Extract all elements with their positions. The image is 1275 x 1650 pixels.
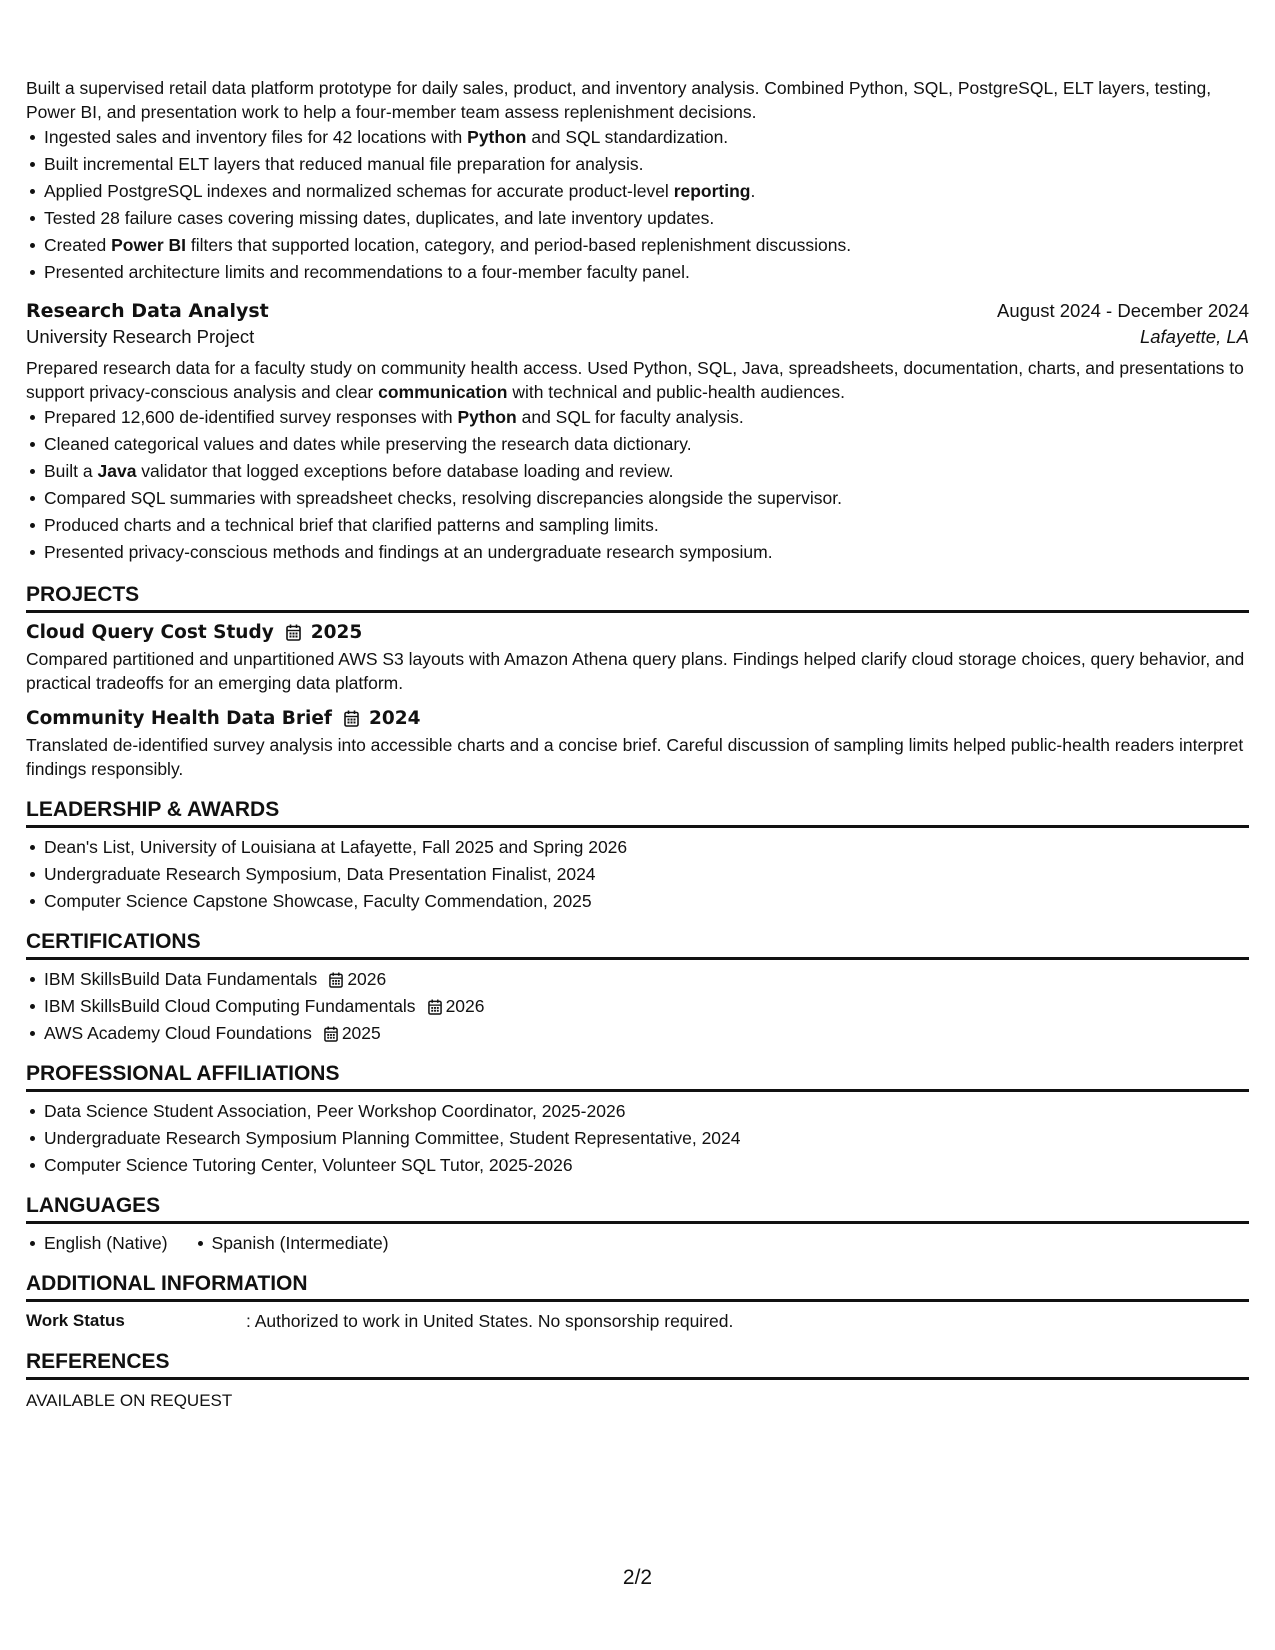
project-title: Community Health Data Brief — [26, 708, 332, 729]
list-item: Applied PostgreSQL indexes and normalized schemas for accurate product-level reporting. — [44, 178, 1249, 205]
project-title: Cloud Query Cost Study — [26, 622, 274, 643]
affiliations-section — [26, 1061, 1249, 1179]
list-item: Presented privacy-conscious methods and findings at an undergraduate research symposium. — [44, 539, 1249, 566]
list-item: Spanish (Intermediate) — [212, 1230, 389, 1257]
calendar-icon — [428, 999, 442, 1015]
references-section — [26, 1349, 1249, 1413]
list-item: Cleaned categorical values and dates while preserving the research data dictionary. — [44, 431, 1249, 458]
job-subheader — [26, 326, 1249, 348]
leadership-list — [26, 834, 1249, 915]
job-title: Research Data Analyst — [26, 300, 269, 322]
list-item: Created Power BI filters that supported location, category, and period-based replenishment discussions. — [44, 232, 1249, 259]
section-title-languages: LANGUAGES — [26, 1193, 1249, 1224]
section-title-affiliations: PROFESSIONAL AFFILIATIONS — [26, 1061, 1249, 1092]
list-item: Produced charts and a technical brief that clarified patterns and sampling limits. — [44, 512, 1249, 539]
list-item: Prepared 12,600 de-identified survey responses with Python and SQL for faculty analysis. — [44, 404, 1249, 431]
section-title-leadership: LEADERSHIP & AWARDS — [26, 797, 1249, 828]
page-number: 2/2 — [622, 1566, 653, 1589]
work-status-row — [26, 1309, 1249, 1333]
list-item: Dean's List, University of Louisiana at Lafayette, Fall 2025 and Spring 2026 — [44, 834, 1249, 861]
calendar-icon — [286, 624, 301, 641]
project-title-row — [26, 708, 1249, 729]
list-item: Tested 28 failure cases covering missing dates, duplicates, and late inventory updates. — [44, 205, 1249, 232]
list-item: Built a Java validator that logged exceptions before database loading and review. — [44, 458, 1249, 485]
calendar-icon — [329, 972, 343, 988]
work-status-value: : Authorized to work in United States. No sponsorship required. — [246, 1311, 734, 1331]
job-organization: University Research Project — [26, 326, 255, 347]
project-description: Compared partitioned and unpartitioned AWS S3 layouts with Amazon Athena query plans. Findings helped clarify cloud storage choices, query behavior, and practical tradeoffs for an emerging data platform. — [26, 649, 1245, 693]
calendar-icon — [324, 1026, 338, 1042]
affiliations-list — [26, 1098, 1249, 1179]
section-title-certifications: CERTIFICATIONS — [26, 929, 1249, 960]
list-item: Built incremental ELT layers that reduced manual file preparation for analysis. — [44, 151, 1249, 178]
cert-year: 2025 — [341, 1023, 381, 1043]
list-item: Computer Science Tutoring Center, Volunteer SQL Tutor, 2025-2026 — [44, 1152, 1249, 1179]
list-item: Ingested sales and inventory files for 42 locations with Python and SQL standardization. — [44, 124, 1249, 151]
job-header — [26, 300, 1249, 322]
certifications-list — [26, 966, 1249, 1047]
references-text: AVAILABLE ON REQUEST — [26, 1391, 233, 1410]
list-item: AWS Academy Cloud Foundations 2025 — [44, 1020, 1249, 1047]
work-status-label: Work Status — [26, 1311, 125, 1330]
section-title-projects: PROJECTS — [26, 582, 1249, 613]
project-year: 2024 — [368, 708, 421, 729]
resume-page-2 — [26, 76, 1249, 1413]
calendar-icon — [344, 710, 359, 727]
job-summary: Prepared research data for a faculty study on community health access. Used Python, SQL, Java, spreadsheets, documentation, charts, and presentations to support privacy-conscious analysis and clear communication with technical and public-health audiences. — [26, 358, 1244, 402]
list-item: Data Science Student Association, Peer Workshop Coordinator, 2025-2026 — [44, 1098, 1249, 1125]
list-item: IBM SkillsBuild Cloud Computing Fundamentals 2026 — [44, 993, 1249, 1020]
experience-summary: Built a supervised retail data platform prototype for daily sales, product, and inventory analysis. Combined Python, SQL, PostgreSQL, ELT layers, testing, Power BI, and presentation work to help a four-member team assess replenishment decisions. — [26, 78, 1212, 122]
project-year: 2025 — [310, 622, 363, 643]
research-job — [26, 300, 1249, 566]
list-item: Computer Science Capstone Showcase, Faculty Commendation, 2025 — [44, 888, 1249, 915]
list-item: Presented architecture limits and recommendations to a four-member faculty panel. — [44, 259, 1249, 286]
job-dates: August 2024 - December 2024 — [997, 300, 1249, 321]
list-item: IBM SkillsBuild Data Fundamentals 2026 — [44, 966, 1249, 993]
certifications-section — [26, 929, 1249, 1047]
project-description: Translated de-identified survey analysis into accessible charts and a concise brief. Careful discussion of sampling limits helped public-health readers interpret findings responsibly. — [26, 735, 1244, 779]
project-item — [26, 708, 1249, 781]
list-item: Compared SQL summaries with spreadsheet checks, resolving discrepancies alongside the supervisor. — [44, 485, 1249, 512]
section-title-references: REFERENCES — [26, 1349, 1249, 1380]
leadership-section — [26, 797, 1249, 915]
list-item: English (Native) — [44, 1230, 168, 1257]
cert-year: 2026 — [445, 996, 485, 1016]
languages-section — [26, 1193, 1249, 1257]
cert-year: 2026 — [347, 969, 387, 989]
job-location: Lafayette, LA — [1139, 326, 1249, 347]
project-title-row — [26, 622, 1249, 643]
experience-bullets — [26, 124, 1249, 286]
projects-section — [26, 582, 1249, 781]
additional-section — [26, 1271, 1249, 1333]
list-item: Undergraduate Research Symposium, Data Presentation Finalist, 2024 — [44, 861, 1249, 888]
project-item — [26, 622, 1249, 695]
section-title-additional: ADDITIONAL INFORMATION — [26, 1271, 1249, 1302]
job-bullets — [26, 404, 1249, 566]
list-item: Undergraduate Research Symposium Planning Committee, Student Representative, 2024 — [44, 1125, 1249, 1152]
languages-list — [26, 1230, 1249, 1257]
